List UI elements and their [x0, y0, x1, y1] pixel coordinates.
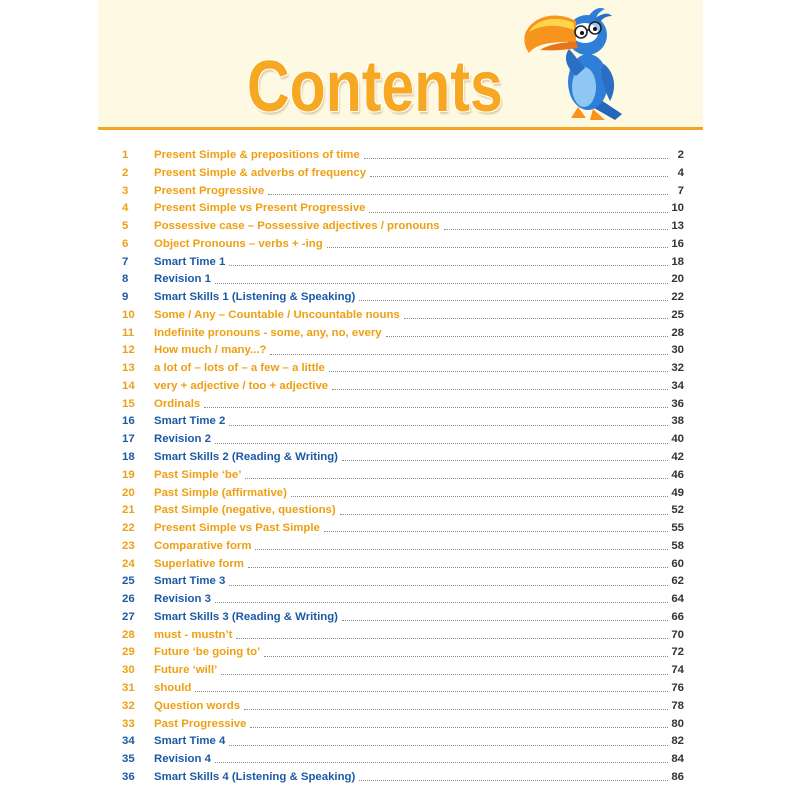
dot-leader [229, 265, 668, 266]
lesson-title: Present Simple vs Present Progressive [154, 202, 366, 215]
lesson-number: 16 [122, 415, 135, 428]
lesson-number: 30 [122, 664, 135, 677]
toc-entry [122, 520, 684, 538]
lesson-title: Revision 1 [154, 273, 211, 286]
dot-leader [229, 425, 668, 426]
lesson-number: 25 [122, 575, 135, 588]
page-number: 7 [677, 184, 684, 197]
toc-entry [122, 573, 684, 591]
page-number: 46 [671, 468, 684, 481]
lesson-title: a lot of – lots of – a few – a little [154, 362, 325, 375]
dot-leader [215, 283, 668, 284]
toc-entry [122, 200, 684, 218]
lesson-number: 32 [122, 699, 135, 712]
lesson-title: Present Simple & prepositions of time [154, 149, 360, 161]
page-number: 22 [671, 291, 684, 304]
toc-entry [122, 680, 684, 698]
toc-entry [122, 591, 684, 609]
toucan-eye [593, 27, 597, 31]
toc-entry [122, 609, 684, 627]
lesson-title: Smart Time 4 [154, 735, 226, 748]
page-number: 64 [671, 593, 684, 606]
lesson-number: 15 [122, 397, 135, 410]
dot-leader [215, 762, 668, 763]
lesson-number: 29 [122, 646, 135, 659]
lesson-number: 8 [122, 273, 129, 286]
lesson-title: Past Simple ‘be’ [154, 468, 242, 481]
dot-leader [291, 496, 668, 497]
lesson-title: Smart Time 3 [154, 575, 226, 588]
page-title: Contents [247, 47, 503, 127]
dot-leader [404, 318, 668, 319]
page-number: 16 [671, 237, 684, 250]
page-number: 60 [671, 557, 684, 570]
dot-leader [327, 247, 668, 248]
page-number: 42 [671, 451, 684, 464]
toc-entry [122, 662, 684, 680]
dot-leader [229, 585, 668, 586]
page-number: 70 [671, 628, 684, 641]
lesson-title: should [154, 681, 192, 694]
lesson-number: 31 [122, 681, 135, 694]
dot-leader [264, 656, 668, 657]
page-number: 80 [671, 717, 684, 730]
lesson-title: Question words [154, 699, 241, 712]
lesson-title: Present Progressive [154, 184, 265, 197]
lesson-title: Future ‘will’ [154, 664, 218, 677]
page-number: 30 [671, 344, 684, 357]
toc-entry [122, 449, 684, 467]
lesson-number: 11 [122, 326, 135, 339]
lesson-number: 13 [122, 362, 135, 375]
page-number: 13 [671, 220, 684, 233]
lesson-number: 26 [122, 593, 135, 606]
lesson-title: Some / Any – Countable / Uncountable nouns [154, 308, 400, 321]
lesson-number: 7 [122, 255, 129, 268]
lesson-title: very + adjective / too + adjective [154, 379, 329, 392]
toc-entry [122, 271, 684, 289]
lesson-number: 18 [122, 451, 135, 464]
lesson-title: Object Pronouns – verbs + -ing [154, 237, 323, 250]
lesson-title: Past Progressive [154, 717, 247, 730]
page-number: 36 [671, 397, 684, 410]
toc-entry [122, 538, 684, 556]
lesson-number: 9 [122, 291, 129, 304]
dot-leader [245, 478, 668, 479]
toc-entry [122, 733, 684, 751]
toc-entry [122, 627, 684, 645]
lesson-number: 21 [122, 504, 135, 517]
glasses-bridge [587, 30, 589, 31]
dot-leader [386, 336, 668, 337]
lesson-number: 10 [122, 308, 135, 321]
page-number: 62 [671, 575, 684, 588]
lesson-title: Future ‘be going to’ [154, 646, 261, 659]
lesson-title: Smart Time 2 [154, 415, 226, 428]
lesson-title: Ordinals [154, 397, 201, 410]
toc-entry [122, 147, 684, 165]
toc-entry [122, 467, 684, 485]
dot-leader [221, 674, 668, 675]
lesson-title: Past Simple (negative, questions) [154, 504, 336, 517]
lesson-number: 2 [122, 166, 129, 179]
lesson-number: 23 [122, 539, 135, 552]
dot-leader [270, 354, 668, 355]
dot-leader [342, 620, 668, 621]
lesson-number: 22 [122, 522, 135, 535]
dot-leader [215, 443, 668, 444]
dot-leader [340, 514, 668, 515]
dot-leader [364, 158, 668, 159]
page-number: 66 [671, 610, 684, 623]
dot-leader [244, 709, 668, 710]
dot-leader [204, 407, 668, 408]
lesson-title: Superlative form [154, 557, 244, 570]
toc-entry [122, 396, 684, 414]
page-number: 49 [671, 486, 684, 499]
lesson-number: 1 [122, 149, 129, 161]
lesson-title: Past Simple (affirmative) [154, 486, 287, 499]
page-number: 40 [671, 433, 684, 446]
lesson-number: 3 [122, 184, 129, 197]
dot-leader [329, 371, 668, 372]
lesson-title: Smart Skills 3 (Reading & Writing) [154, 610, 338, 623]
toc-entry [122, 769, 684, 787]
toc-entry [122, 698, 684, 716]
lesson-title: Comparative form [154, 539, 252, 552]
lesson-title: Smart Skills 4 (Listening & Speaking) [154, 770, 356, 783]
lesson-number: 4 [122, 202, 129, 215]
page-number: 86 [671, 770, 684, 783]
toc-entry [122, 325, 684, 343]
lesson-number: 12 [122, 344, 135, 357]
lesson-number: 35 [122, 753, 135, 766]
page-number: 28 [671, 326, 684, 339]
toucan-eye [580, 31, 584, 35]
page-number: 55 [671, 522, 684, 535]
toc-entry [122, 644, 684, 662]
lesson-title: Smart Skills 1 (Listening & Speaking) [154, 291, 356, 304]
lesson-title: Indefinite pronouns - some, any, no, every [154, 326, 382, 339]
toc-entry [122, 218, 684, 236]
toc-entry [122, 183, 684, 201]
page-number: 10 [671, 202, 684, 215]
toc-entry [122, 556, 684, 574]
lesson-title: Smart Time 1 [154, 255, 226, 268]
lesson-title: Possessive case – Possessive adjectives / pronouns [154, 220, 440, 233]
dot-leader [359, 780, 668, 781]
toc-entry [122, 431, 684, 449]
page-number: 84 [671, 753, 684, 766]
toc-entry [122, 716, 684, 734]
toc-entry [122, 165, 684, 183]
dot-leader [236, 638, 668, 639]
lesson-title: must - mustn’t [154, 628, 233, 641]
lesson-number: 36 [122, 770, 135, 783]
lesson-number: 6 [122, 237, 129, 250]
page-number: 76 [671, 681, 684, 694]
page-number: 78 [671, 699, 684, 712]
lesson-number: 34 [122, 735, 135, 748]
toc-entry [122, 307, 684, 325]
toc-entry [122, 413, 684, 431]
toc-entry [122, 342, 684, 360]
dot-leader [229, 745, 668, 746]
lesson-number: 20 [122, 486, 135, 499]
lesson-number: 27 [122, 610, 135, 623]
lesson-number: 24 [122, 557, 135, 570]
dot-leader [255, 549, 668, 550]
lesson-number: 33 [122, 717, 135, 730]
page-number: 20 [671, 273, 684, 286]
lesson-title: Revision 4 [154, 753, 211, 766]
lesson-number: 28 [122, 628, 135, 641]
toc-entry [122, 236, 684, 254]
toc-entry [122, 289, 684, 307]
toucan-mascot-illustration [518, 4, 626, 122]
page-number: 2 [677, 149, 684, 161]
toc-entry [122, 360, 684, 378]
dot-leader [324, 531, 668, 532]
lesson-title: Revision 3 [154, 593, 211, 606]
toc-entry [122, 378, 684, 396]
toc-entry [122, 751, 684, 769]
page-number: 38 [671, 415, 684, 428]
contents-list [122, 147, 684, 787]
dot-leader [444, 229, 668, 230]
dot-leader [369, 212, 668, 213]
page-number: 32 [671, 362, 684, 375]
lesson-title: How much / many...? [154, 344, 267, 357]
page-number: 58 [671, 539, 684, 552]
page-number: 34 [671, 379, 684, 392]
dot-leader [370, 176, 668, 177]
dot-leader [215, 602, 668, 603]
header-divider [98, 127, 703, 130]
dot-leader [195, 691, 668, 692]
page-number: 82 [671, 735, 684, 748]
dot-leader [250, 727, 668, 728]
dot-leader [332, 389, 668, 390]
lesson-number: 5 [122, 220, 129, 233]
page-number: 72 [671, 646, 684, 659]
lesson-title: Present Simple & adverbs of frequency [154, 166, 367, 179]
toc-entry [122, 485, 684, 503]
dot-leader [248, 567, 668, 568]
page-number: 18 [671, 255, 684, 268]
dot-leader [342, 460, 668, 461]
page-number: 4 [677, 166, 684, 179]
toc-entry [122, 502, 684, 520]
lesson-number: 14 [122, 379, 135, 392]
dot-leader [359, 300, 668, 301]
toc-entry [122, 254, 684, 272]
page-number: 52 [671, 504, 684, 517]
lesson-number: 17 [122, 433, 135, 446]
lesson-title: Smart Skills 2 (Reading & Writing) [154, 451, 338, 464]
lesson-title: Present Simple vs Past Simple [154, 522, 320, 535]
page-number: 25 [671, 308, 684, 321]
page-number: 74 [671, 664, 684, 677]
lesson-number: 19 [122, 468, 135, 481]
dot-leader [268, 194, 668, 195]
lesson-title: Revision 2 [154, 433, 211, 446]
